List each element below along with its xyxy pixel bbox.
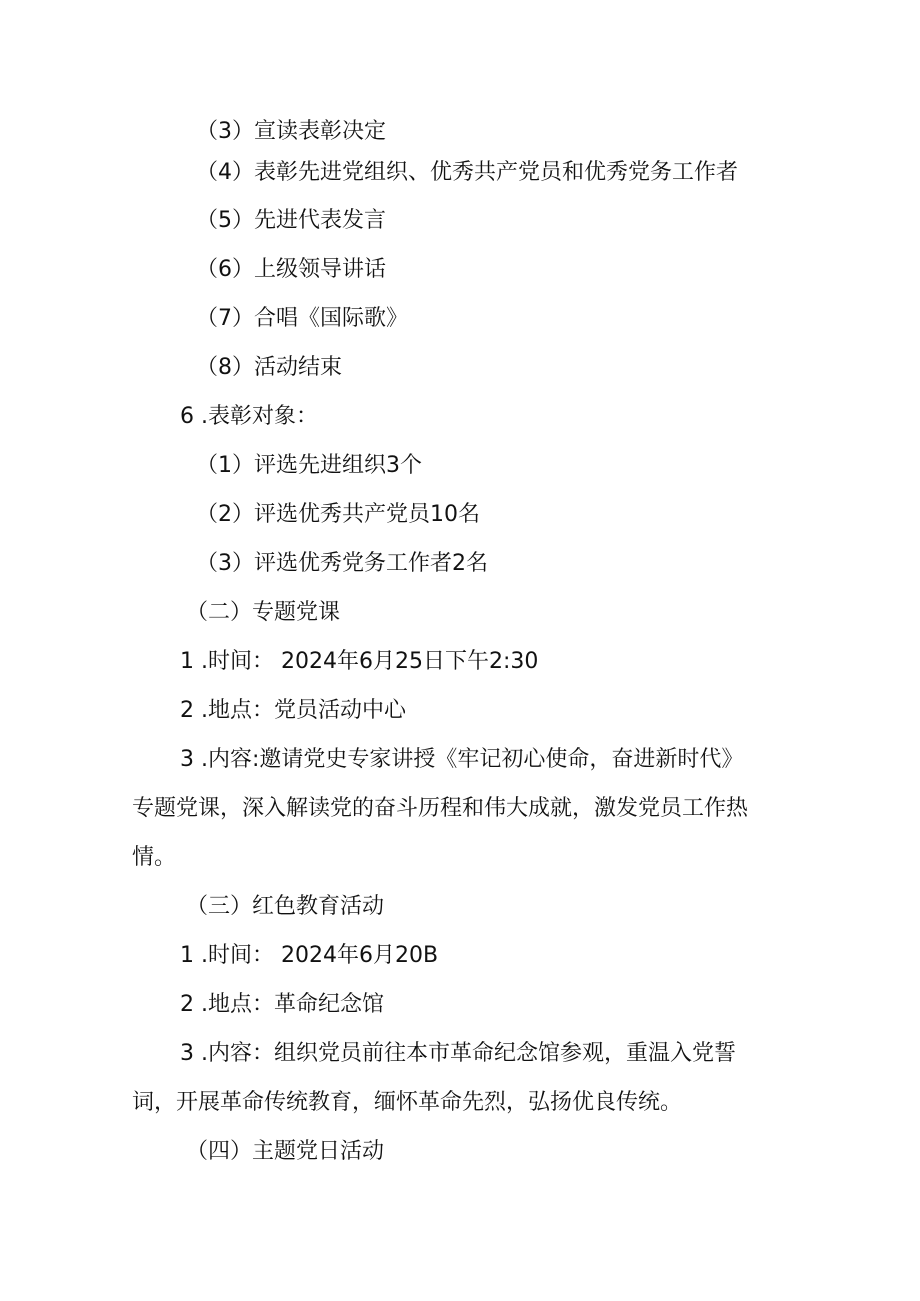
list-item-excellent-workers: （3）评选优秀党务工作者2名 (196, 551, 488, 576)
list-item-excellent-members: （2）评选优秀共产党员10名 (196, 502, 480, 527)
list-item-commend-advanced: （4）表彰先进党组织、优秀共产党员和优秀党务工作者 (196, 160, 738, 185)
lecture-content: 3 .内容:邀请党史专家讲授《牢记初心使命，奋进新时代》 (180, 747, 744, 772)
section-commendation-targets: 6 .表彰对象： (180, 404, 318, 429)
lecture-content-end: 情。 (132, 845, 177, 870)
heading-special-lecture: （二）专题党课 (186, 600, 341, 625)
lecture-location: 2 .地点：党员活动中心 (180, 698, 406, 723)
heading-party-day: （四）主题党日活动 (186, 1139, 385, 1164)
education-location: 2 .地点：革命纪念馆 (180, 992, 384, 1017)
list-item-representative-speech: （5）先进代表发言 (196, 208, 386, 233)
education-time: 1 .时间： 2024年6月20B (180, 943, 439, 968)
lecture-time: 1 .时间： 2024年6月25日下午2:30 (180, 649, 539, 674)
list-item-activity-end: （8）活动结束 (196, 355, 342, 380)
education-content-continued: 词，开展革命传统教育，缅怀革命先烈，弘扬优良传统。 (132, 1090, 683, 1115)
education-content: 3 .内容：组织党员前往本市革命纪念馆参观，重温入党誓 (180, 1041, 736, 1066)
lecture-content-continued: 专题党课，深入解读党的奋斗历程和伟大成就，激发党员工作热 (132, 796, 749, 821)
list-item-sing-anthem: （7）合唱《国际歌》 (196, 306, 408, 331)
list-item-leader-speech: （6）上级领导讲话 (196, 257, 386, 282)
list-item-advanced-organizations: （1）评选先进组织3个 (196, 453, 422, 478)
list-item-announce-decision: （3）宣读表彰决定 (196, 119, 386, 144)
heading-red-education: （三）红色教育活动 (186, 894, 385, 919)
